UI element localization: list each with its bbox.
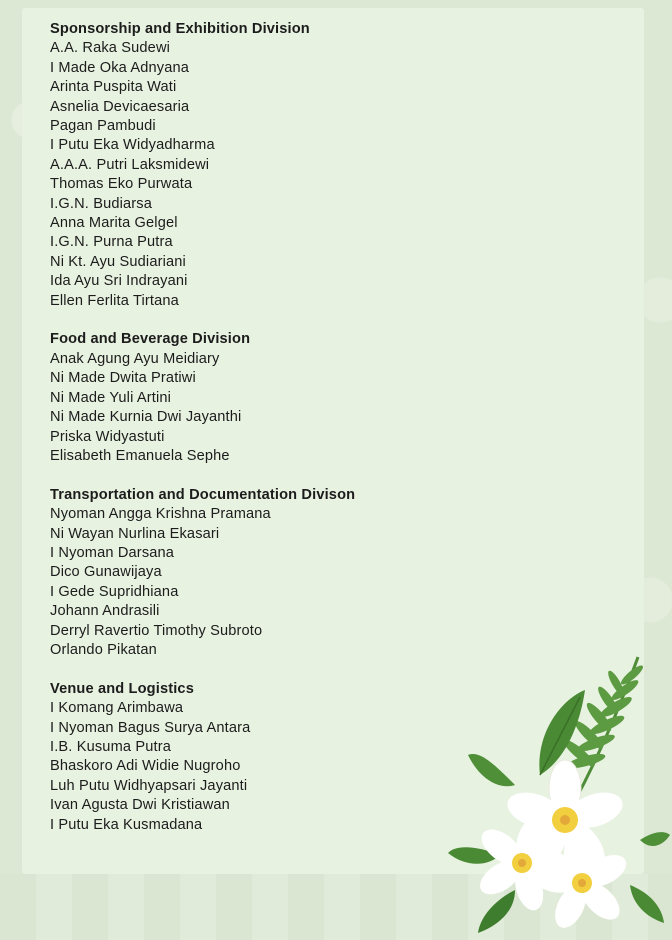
member-name: I.G.N. Budiarsa [50, 195, 153, 212]
member-name: Ni Made Dwita Pratiwi [50, 370, 196, 387]
member-name: Thomas Eko Purwata [50, 176, 193, 193]
member-name: I Putu Eka Kusmadana [50, 816, 203, 833]
member-list [50, 39, 470, 311]
member-name: Priska Widyastuti [50, 428, 165, 445]
member-name: Ivan Agusta Dwi Kristiawan [50, 797, 230, 814]
division-title: Transportation and Documentation Divison [50, 486, 356, 503]
member-name: Ni Wayan Nurlina Ekasari [50, 525, 220, 542]
member-name: Anak Agung Ayu Meidiary [50, 350, 220, 367]
member-name: I Gede Supridhiana [50, 583, 179, 600]
member-name: Ni Made Kurnia Dwi Jayanthi [50, 409, 242, 426]
member-name: Dico Gunawijaya [50, 564, 162, 581]
member-list [50, 699, 470, 835]
member-name: Johann Andrasili [50, 603, 160, 620]
member-name: Ida Ayu Sri Indrayani [50, 273, 188, 290]
division-section [50, 330, 470, 466]
member-name: A.A.A. Putri Laksmidewi [50, 156, 210, 173]
committee-list [50, 20, 470, 854]
member-name: I Putu Eka Widyadharma [50, 137, 215, 154]
division-title: Sponsorship and Exhibition Division [50, 21, 310, 37]
member-name: I Nyoman Darsana [50, 544, 175, 561]
member-name: Ni Made Yuli Artini [50, 389, 172, 406]
division-section [50, 486, 470, 661]
member-name: I Komang Arimbawa [50, 700, 184, 717]
member-name: I Made Oka Adnyana [50, 59, 189, 76]
member-name: Anna Marita Gelgel [50, 215, 178, 232]
member-name: Nyoman Angga Krishna Pramana [50, 506, 271, 523]
member-name: Bhaskoro Adi Widie Nugroho [50, 758, 241, 775]
member-name: Arinta Puspita Wati [50, 79, 177, 96]
division-title: Venue and Logistics [50, 680, 194, 697]
frangipani-flower-icon [440, 645, 672, 940]
member-name: Orlando Pikatan [50, 641, 157, 658]
member-name: Ni Kt. Ayu Sudiariani [50, 253, 186, 270]
member-name: A.A. Raka Sudewi [50, 40, 171, 57]
member-list [50, 505, 470, 660]
division-section [50, 20, 470, 311]
member-list [50, 350, 470, 466]
division-section [50, 680, 470, 835]
member-name: Luh Putu Widhyapsari Jayanti [50, 777, 248, 794]
member-name: Ellen Ferlita Tirtana [50, 292, 179, 309]
member-name: Pagan Pambudi [50, 118, 156, 135]
member-name: I.G.N. Purna Putra [50, 234, 173, 251]
division-title: Food and Beverage Division [50, 331, 251, 348]
member-name: I.B. Kusuma Putra [50, 738, 171, 755]
member-name: I Nyoman Bagus Surya Antara [50, 719, 251, 736]
member-name: Asnelia Devicaesaria [50, 98, 190, 115]
member-name: Elisabeth Emanuela Sephe [50, 447, 230, 464]
member-name: Derryl Ravertio Timothy Subroto [50, 622, 263, 639]
